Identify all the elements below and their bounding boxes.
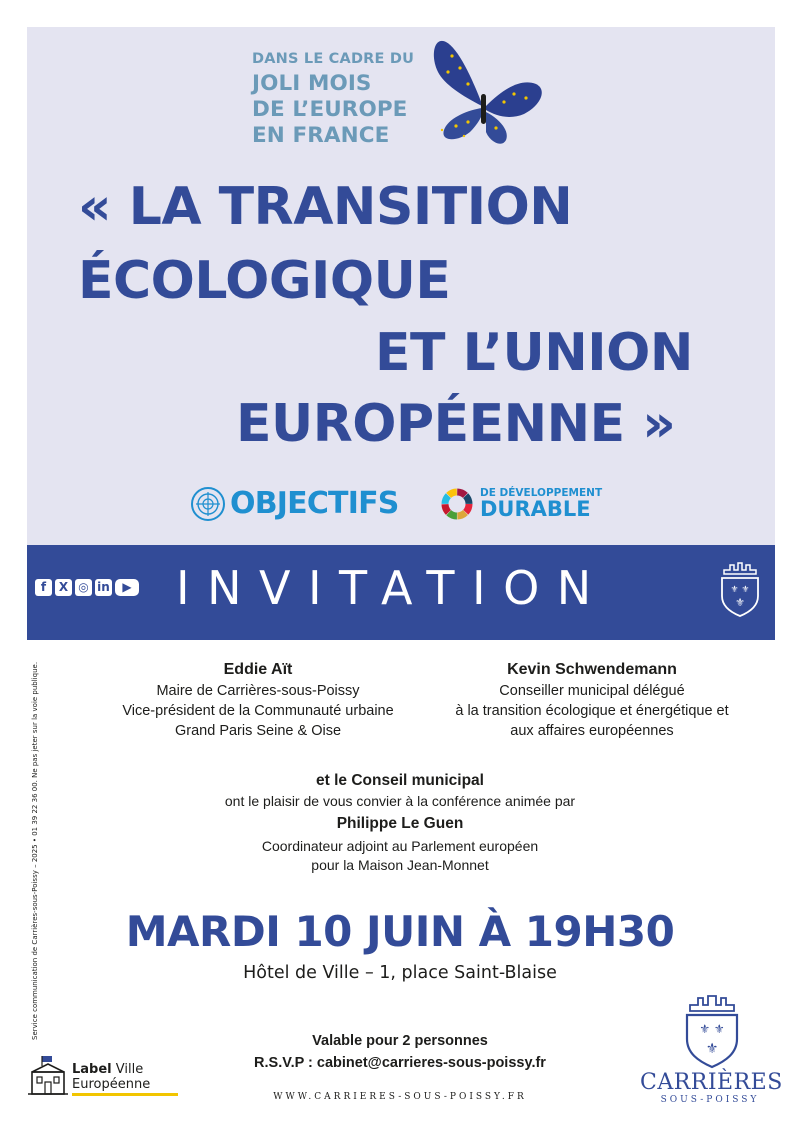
carrieres-crest-icon [682,987,742,1069]
cadre-line-2: DE L’EUROPE [252,96,408,122]
x-icon[interactable]: X [55,579,72,596]
de-developpement-text: DE DÉVELOPPEMENT [480,487,603,499]
legal-side-note: Service communication de Carrières-sous-Poissy – 2025 • 01 39 22 36 00. Ne pas jeter sur la voie publique. [31,661,39,1040]
host-name: Eddie Aït [223,661,293,678]
label-bold: Label [72,1062,112,1077]
label-underline [72,1093,178,1096]
host-kevin-schwendemann [422,659,762,741]
label-line-2: Européenne [72,1077,151,1092]
conference-details [100,770,700,875]
host-role-line: Maire de Carrières-sous-Poissy [156,683,360,699]
event-place: Hôtel de Ville – 1, place Saint-Blaise [243,963,557,983]
title-line-3: ET L’UNION [375,323,693,383]
host-role-line: Vice-président de la Communauté urbaine [122,703,394,719]
cadre-small-text: DANS LE CADRE DU [252,51,415,67]
town-hall-icon [28,1054,68,1096]
svg-text:⚜: ⚜ [735,596,745,609]
host-name: Kevin Schwendemann [507,661,677,678]
title-line-1: « LA TRANSITION [78,177,573,237]
svg-text:⚜: ⚜ [705,1041,719,1057]
rsvp-text[interactable]: R.S.V.P : cabinet@carrieres-sous-poissy.fr [254,1055,546,1071]
rsvp-block [200,1030,600,1074]
speaker-name: Philippe Le Guen [336,815,464,832]
host-role-line: Grand Paris Seine & Oise [174,723,342,739]
objectifs-text: OBJECTIFS [230,486,399,521]
social-icons [35,579,139,596]
speaker-role-line: pour la Maison Jean-Monnet [311,857,489,873]
youtube-icon[interactable]: ▶ [115,579,139,596]
label-ville-europeenne [28,1054,153,1096]
speaker-role-line: Coordinateur adjoint au Parlement européen [261,838,539,854]
invitation-title: INVITATION [176,561,609,615]
sdg-wheel-icon [440,487,474,521]
svg-text:⚜ ⚜: ⚜ ⚜ [730,585,750,595]
svg-text:⚜ ⚜: ⚜ ⚜ [699,1022,725,1036]
logo-name: CARRIÈRES [640,1070,783,1095]
valid-text: Valable pour 2 personnes [312,1033,488,1049]
host-role-line: à la transition écologique et énergétique et [455,703,729,719]
host-role-line: Conseiller municipal délégué [499,683,685,699]
city-crest-icon [718,556,762,618]
joli-mois-heading [252,52,414,149]
event-date: MARDI 10 JUIN À 19H30 [125,907,675,956]
instagram-icon[interactable]: ◎ [75,579,92,596]
host-role-line: aux affaires européennes [510,723,674,739]
facebook-icon[interactable]: f [35,579,52,596]
title-line-2: ÉCOLOGIQUE [78,251,451,311]
linkedin-icon[interactable]: in [95,579,112,596]
un-emblem-icon [190,486,226,522]
eu-butterfly-icon [428,38,548,146]
host-eddie-ait [90,659,426,741]
label-line-1 [72,1062,143,1077]
invite-text: ont le plaisir de vous convier à la conférence animée par [224,793,576,809]
label-rest: Ville [115,1062,144,1077]
sdg-logo [190,486,610,522]
logo-sub: SOUS-POISSY [660,1095,760,1105]
durable-text: DURABLE [480,497,591,521]
title-line-4: EUROPÉENNE » [236,394,676,454]
council-text: et le Conseil municipal [316,772,484,789]
website-link[interactable]: WWW.CARRIERES-SOUS-POISSY.FR [273,1092,527,1102]
cadre-line-1: JOLI MOIS [252,70,372,96]
cadre-line-3: EN FRANCE [252,122,390,148]
